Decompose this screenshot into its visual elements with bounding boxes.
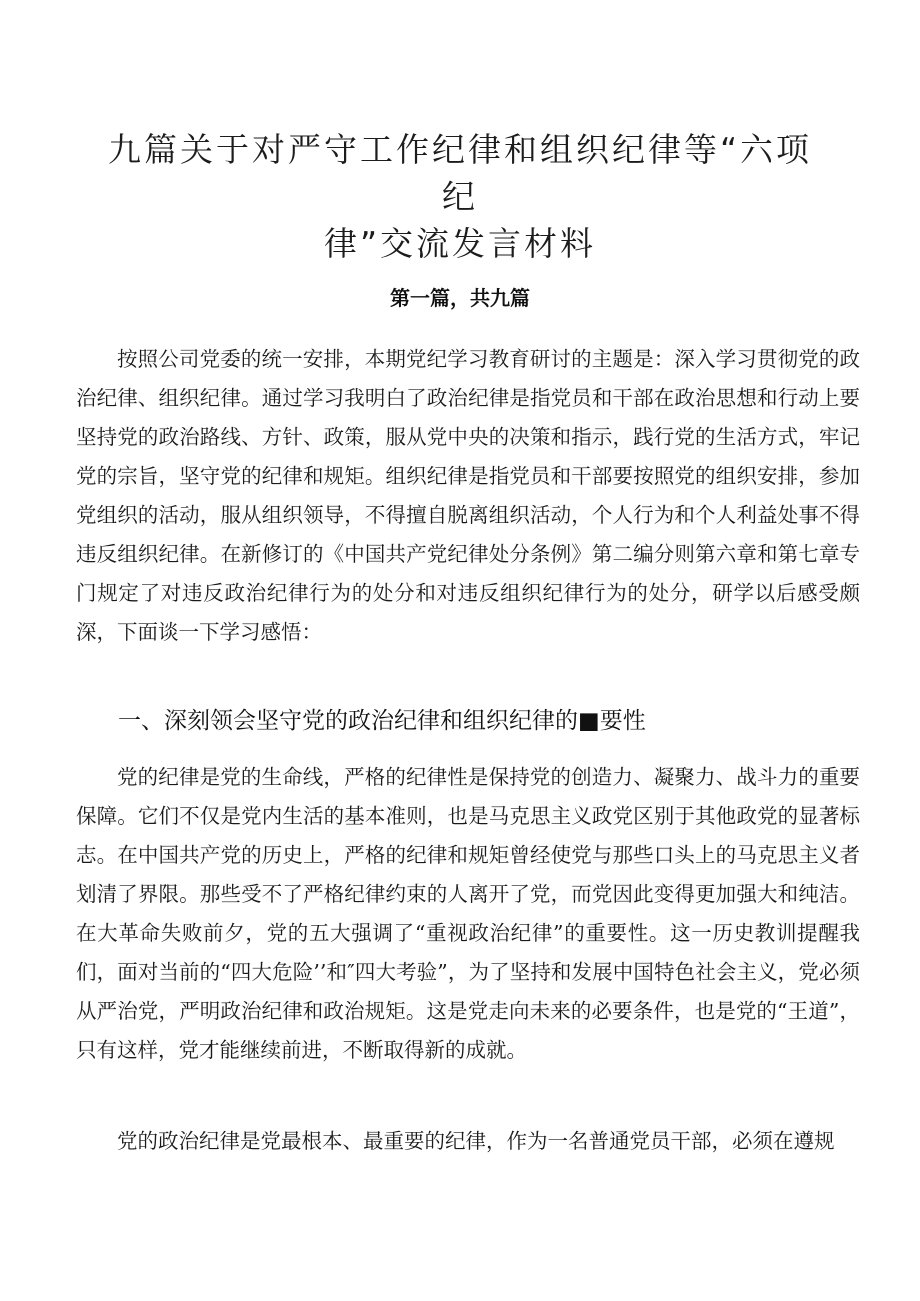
body-paragraph-2-block bbox=[76, 758, 860, 1070]
sub-heading: 一、深刻领会坚守党的政治纪律和组织纪律的■要性 bbox=[118, 708, 646, 734]
body-paragraph: 党的政治纪律是党最根本、最重要的纪律，作为一名普通党员干部，必须在遵规 bbox=[117, 1129, 835, 1153]
body-paragraph: 党的纪律是党的生命线，严格的纪律性是保持党的创造力、凝聚力、战斗力的重要保障。它们不仅是党内生活的基本准则，也是马克思主义政党区别于其他政党的显著标志。在中国共产党的历史上，严格的纪律和规矩曾经使党与那些口头上的马克思主义者划清了界限。那些受不了严格纪律约束的人离开了党，而党因此变得更加强大和纯洁。在大革命失败前夕，党的五大强调了“重视政治纪律”的重要性。这一历史教训提醒我们，面对当前的“四大危险’’和″四大考验”，为了坚持和发展中国特色社会主义，党必须从严治党，严明政治纪律和政治规矩。这是党走向未来的必要条件，也是党的“王道”，只有这样，党才能继续前进，不断取得新的成就。 bbox=[76, 765, 860, 1062]
document-title bbox=[90, 126, 830, 267]
document-title-line-1: 九篇关于对严守工作纪律和组织纪律等“六项纪 bbox=[107, 130, 813, 216]
body-paragraph-1-block bbox=[76, 340, 860, 652]
body-paragraph: 按照公司党委的统一安排，本期党纪学习教育研讨的主题是：深入学习贯彻党的政治纪律、组织纪律。通过学习我明白了政治纪律是指党员和干部在政治思想和行动上要坚持党的政治路线、方针、政策，服从党中央的决策和指示，践行党的生活方式，牢记党的宗旨，坚守党的纪律和规矩。组织纪律是指党员和干部要按照党的组织安排，参加党组织的活动，服从组织领导，不得擅自脱离组织活动，个人行为和个人利益处事不得违反组织纪律。在新修订的《中国共产党纪律处分条例》第二编分则第六章和第七章专门规定了对违反政治纪律行为的处分和对违反组织纪律行为的处分，研学以后感受颇深，下面谈一下学习感悟： bbox=[76, 347, 860, 644]
section-heading: 第一篇，共九篇 bbox=[390, 286, 530, 310]
body-paragraph-3-block bbox=[76, 1122, 860, 1161]
document-title-line-2: 律”交流发言材料 bbox=[323, 224, 597, 263]
